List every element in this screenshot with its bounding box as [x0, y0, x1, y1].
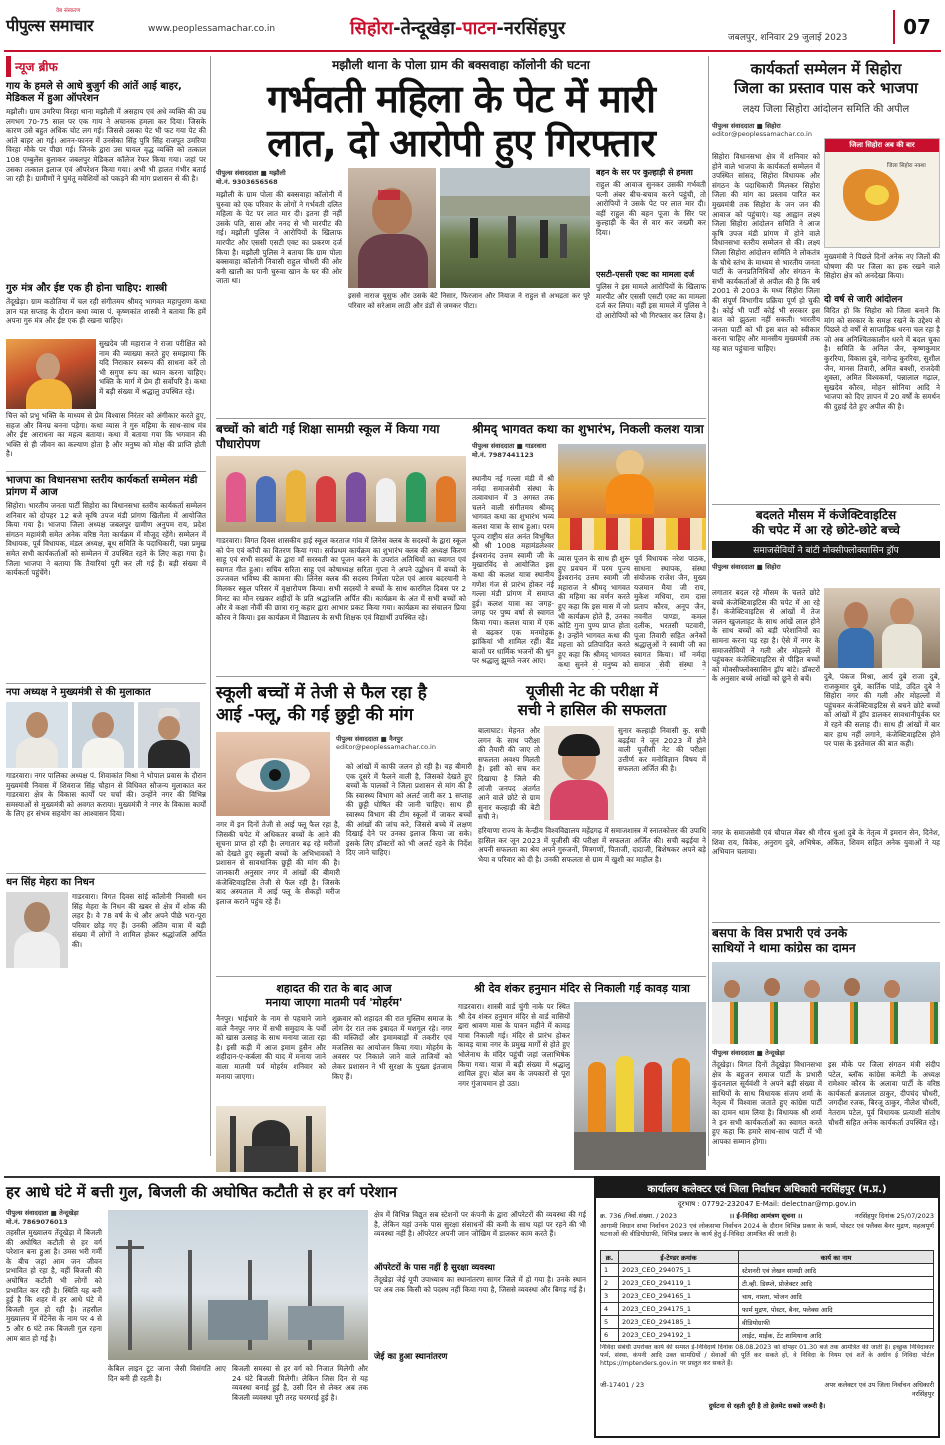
conjunctivitis-title-1[interactable]: बदलते मौसम में कंजेक्टिवाइटिस [755, 508, 897, 522]
lead-kicker: मझौली थाना के पोला ग्राम की बक्सवाहा कॉलोनी की घटना [332, 58, 590, 72]
ugc-title-1[interactable]: यूजीसी नेट की परीक्षा में [525, 682, 659, 700]
brief-story-2-body: तेंदूखेड़ा। ग्राम कठौतिया में चल रही संगीतमय श्रीमद् भागवत महापुराण कथा ज्ञान यज्ञ सप्ताह के दौरान कथा व्यास पं. कृष्णकांत शास्त्री ने बताया कि हमें अपना गुरु मंत्र और ईष्ट एक ही रखना चाहिए। [6, 297, 206, 326]
power-body-3: बिजली समस्या से हर वर्ग को निजात मिलेगी और 24 घंटे बिजली मिलेगी। लेकिन जिस दिन से यह व्यवस्था बनाई हुई है, उसी दिन से लेकर अब तक बिजली व्यवस्था पूरी तरह चरमराई हुई है। [232, 1364, 368, 1402]
flu-byline [336, 734, 472, 751]
conjunctivitis-title-2[interactable]: की चपेट में आ रहे छोटे-छोटे बच्चे [752, 523, 900, 537]
divider [712, 504, 940, 505]
sihora-title-line1[interactable]: कार्यकर्ता सम्मेलन में सिहोरा [750, 60, 902, 78]
section-narsinghpur: नरसिंहपुर [503, 18, 566, 39]
obituary-photo [6, 892, 68, 968]
tender-intro: आगामी विधान सभा निर्वाचन 2023 एवं लोकसभा निर्वाचन 2024 के दौरान विभिन्न प्रकार के फार्म, पोस्टर एवं फ्लैक्स बैनर मुद्रण, महत्वपूर्ण घटनाओं की वीडियोग्राफी, विभिन्न प्रकार के कार्य हेतु ई-निविदा आमंत्रित की जाती है। [600, 1222, 934, 1238]
tender-notice [594, 1176, 940, 1438]
tender-row-work: स्टेशनरी एवं लेखन सामग्री आदि [739, 1264, 934, 1277]
bhagwat-body-2: व्यास पूजन के साथ ही शुरू हुए प्रवचन में परम पूज्य ईश्वरानंद उत्तम स्वामी जी महाराज ने श्रीमद् भागवत की महिमा का वर्णन करते हुए कहा कि इस मास में जो भी कार्यक्रम होते हैं, उनका कोटि गुना पुण्य प्राप्त होता है। उन्होंने भागवत कथा की महत्ता को प्रतिपादित करते हुए कहा कि श्रीमद् भागवत कथा सुनने से मनुष्य को [558, 554, 630, 669]
header-divider [4, 50, 941, 52]
table-row[interactable] [601, 1316, 934, 1329]
power-body-4: क्षेत्र में विभिन्न विद्युत सब स्टेशनों पर कंपनी के द्वारा ऑपरेटरों की व्यवस्था की गई है, लेकिन यहां उनके पास सुरक्षा संसाधनों की कमी के साथ यहां पर रहने की भी व्यवस्था नहीं है। ऑपरेटर अपनी जान जोखिम में डालकर काम करते हैं। [374, 1210, 586, 1239]
ugc-body-2: सुनार कल्हाड़ी निवासी कु. सची बढ़ईया ने जून 2023 में होने वाली यूजीसी नेट की परीक्षा उत्तीर्ण कर मनोविज्ञान विषय में सफलता अर्जित की है। [618, 726, 706, 774]
ugc-story [478, 682, 706, 972]
brief-story-1-title[interactable]: गाय के हमले से आधे बुजुर्ग की आंतें आई बाहर, मेडिकल में हुआ ऑपरेशन [6, 81, 182, 104]
sihora-body: सिहोरा विधानसभा क्षेत्र में शनिवार को होने वाले भाजपा के कार्यकर्ता सम्मेलन में उपस्थित सांसद, सिहोरा विधायक और संगठन के पदाधिकारी मिलकर सिहोरा जिला की मांग का प्रस्ताव पारित कर मुख्यमंत्री तक सिहोरा के जन जन की आवाज को पहुंचाएं। यह आह्वान लक्ष्य जिला सिहोरा आंदोलन समिति ने आज कृषि उपज मंडी प्रांगण में होने वाले विधानसभा स्तरीय सम्मेलन से की। लक्ष्य जिला सिहोरा आंदोलन समिति ने लोकतंत्र के चौथे स्तंभ के माध्यम से भारतीय जनता पार्टी के जनप्रतिनिधियों और संगठन के सभी कार्यकर्ताओं से अपील की है कि वर्ष 2001 से 2003 के मध्य सिहोरा जिला की संपूर्ण विभागीय प्रक्रिया पूर्ण हो चुकी है। कोई भी पार्टी कोई भी सरकार इस बात को झुठला नहीं सकती। भारतीय जनता पार्टी को भी इस बात को स्वीकार करना चाहिए और मानसीय मुख्यमंत्री तक यह बात पहुंचाना चाहिए। [712, 152, 820, 353]
tender-col-no: क्र. [601, 1251, 619, 1264]
sihora-map-title: जिला सिहोरा अब की बार [825, 139, 939, 152]
chief-minister-photo [72, 702, 134, 768]
power-subhead-2: जेई का हुआ स्थानांतरण [374, 1352, 448, 1362]
sihora-email[interactable]: editor@peoplessamachar.co.in [712, 130, 812, 138]
sihora-title-line2[interactable]: जिला का प्रस्ताव पास करे भाजपा [734, 79, 918, 97]
bsp-body: तेंदूखेड़ा। विगत दिनों तेंदूखेड़ा विधानसभा क्षेत्र के बहुजन समाज पार्टी के प्रभारी कुंदनलाल सूर्यवंशी ने अपने बड़ी संख्या में साथियों के साथ विधायक संजय शर्मा के नेतृत्व में विश्वास जताते हुए कांग्रेस पार्टी का दामन थाम लिया है। विधायक श्री शर्मा ने इन सभी कार्यकर्ताओं का स्वागत करते हुए कहा कि हमारे साथ-साथ पार्टी में भी आपका सम्मान होगा। [712, 1060, 822, 1146]
brief-story-3-title[interactable]: भाजपा का विधानसभा स्तरीय कार्यकर्ता सम्मेलन मंडी प्रांगण में आज [6, 471, 206, 499]
table-row[interactable] [601, 1303, 934, 1316]
lead-photo-scene [440, 168, 590, 288]
divider [4, 1176, 594, 1178]
kawad-story [458, 982, 706, 1172]
tender-row-work: वीडियोग्राफी [739, 1316, 934, 1329]
tender-row-no: 2 [601, 1277, 619, 1290]
ugc-student-photo [544, 726, 614, 820]
sihora-subhead: दो वर्ष से जारी आंदोलन [824, 295, 903, 305]
tender-row-id: 2023_CEO_294075_1 [619, 1264, 739, 1277]
bsp-title-2[interactable]: साथियों ने थामा कांग्रेस का दामन [712, 941, 856, 955]
flu-title-2[interactable]: आई -फ्लू, की गई छुट्टी की मांग [216, 705, 414, 725]
lead-story [216, 56, 706, 416]
bsp-group-photo [712, 962, 940, 1044]
flu-email[interactable]: editor@peoplessamachar.co.in [336, 743, 436, 751]
tender-footer: निविदा संबंधी उपरोक्त कार्य की समस्त ई-निविदायें दिनांक 08.08.2023 को दोपहर 01.30 बजे तक आमंत्रित की जाती है। इच्छुक निविदाकार फर्म, संस्था, कंपनी आदि उक्त सामग्रियों / सेवाओं की पूर्ति कर सकते हों, वे निविदा के नियम एवं शर्तें के अधीन ई निविदा पोर्टल https://mptenders.gov.in पर प्रस्तुत कर सकते हैं। [600, 1344, 934, 1367]
flu-story [216, 682, 472, 972]
power-body-5: तेंदूखेड़ा जेई यूपी उपाध्याय का स्थानांतरण सागर जिले में हो गया है। उनके स्थान पर अब तक किसी को पदस्थ नहीं किया गया है, जिससे व्यवस्था और बिगड़ गई है। [374, 1275, 586, 1294]
tender-row-no: 3 [601, 1290, 619, 1303]
bhagwat-story [472, 422, 706, 672]
conjunctivitis-credit: पीपुल्स संवाददाता ■ सिहोरा [712, 563, 781, 571]
sihora-body-3: विदित हो कि सिहोरा को जिला बनाने कि मांग को सरकार के समक्ष रखने के उद्देश्य से पिछले दो वर्षों से साप्ताहिक धरना चल रहा है जो अब अनिश्चितकालीन धरने में बदल चुका है। समिति के अनिल जैन, कृष्णकुमार कुररिया, विकास दुबे, नागेन्द्र कुररिया, सुशील जैन, मानस तिवारी, अमित बक्शी, राजदेवी शुक्ला, अमित विश्वकर्मा, पन्नालाल गढ़ाल, सुखदेव कौरव, मोहन सोनिया आदि ने भाजपा को दिए ज्ञापन में 20 वर्षों के समर्थन की दुहाई देते हुए अपील की है। [824, 306, 940, 411]
power-story [6, 1182, 586, 1442]
children-photo [216, 456, 466, 532]
tender-code: जी-17401 / 23 [600, 1381, 645, 1389]
muharram-story [216, 982, 452, 1172]
guest-photo [138, 702, 200, 768]
power-subhead-1: ऑपरेटरों के पास नहीं है सुरक्षा व्यवस्था [374, 1263, 495, 1273]
tender-row-work: टी.व्ही. डिस्प्ले, प्रोजेक्टर आदि [739, 1277, 934, 1290]
lead-sidebar-body: राहुल की आवाज सुनकर उसकी गर्भवती पत्नी अंबर बीच-बचाव करने पहुंची, तो आरोपियों ने उसके पेट पर लात मार दी। वहीं राहुल की बहन पूजा के सिर पर कुल्हाड़ी के बेंत से वार कर जख्मी कर दिया। [596, 180, 706, 237]
power-substation-photo [108, 1210, 368, 1360]
bhagwat-photo [558, 444, 706, 550]
conjunctivitis-subtitle: समाजसेवियों ने बांटी मोक्सीफ्लोक्सासिन ड्रॉप [712, 541, 940, 558]
divider [712, 922, 940, 923]
power-mobile: मो.नं. 7869076013 [6, 1218, 68, 1226]
flu-title-1[interactable]: स्कूली बच्चों में तेजी से फैल रहा है [216, 683, 427, 703]
flu-body-2: को आंखों में काफी जलन हो रही है। वह बीमारी एक दूसरे में फैलने वाली है, जिसको देखते हुए बच्चों के पालकों ने जिला प्रशासन से मांग की है कि स्वास्थ्य विभाग को अलर्ट जारी कर 1 सप्ताह की छुट्टी घोषित की जानी चाहिए। साथ ही स्वास्थ्य विभाग की टीम स्कूलों में जाकर बच्चों की आंखों की जांच करे, जिससे बच्चे में लक्षण दिखाई देने पर उनका इलाज किया जा सके। इसके लिए डॉक्टरों को भी अलर्ट रहने के निर्देश दिए जाने चाहिए। [346, 762, 472, 858]
conjunctivitis-caption: दुबे, पंकज मिश्रा, आर्य दुबे राजा दुबे, राजकुमार दुबे, कार्तिक पांडे, उदित दुबे ने सिहोरा नगर की गली और मोहल्लों में पहुंचकर कंजेक्टिवाइटिस से बचने छोटे बच्चों को आंखों में ड्रॉप डालकर सावधानीपूर्वक घर में रहने की सलाह दी। साथ ही आंखों में बार बार हाथ नहीं लगाने, कंजेक्टिवाइटिस होने पर पास के इस्तेमाल की बात कही। [824, 672, 940, 749]
children-body: गाडरवारा। विगत दिवस शासकीय हाई स्कूल करताज गांव में लिनेस क्लब के सदस्यों के द्वारा स्कूल को पेन एवं कॉपी का वितरण किया गया। सर्वप्रथम कार्यक्रम का शुभारंभ क्लब की अध्यक्ष किरण साहू एवं सभी सदस्यों के द्वारा माँ सरस्वती का पूजन करने के उपरांत अतिथियों का स्वागत एवं स्वागत गीत हुआ। सचिव सरिता साहू एवं कोषाध्यक्ष सरिता गुप्ता ने अपने उद्बोधन में बच्चों के उज्जवल भविष्य की कामना की। लिनेस क्लब की सदस्य निर्मला पटेल एवं आरव बदरयानी ने मिलकर स्कूल परिसर में वृक्षारोपण किया। सभी सदस्यों ने बच्चों के साथ कारगिल दिवस पर 2 मिनट का मौन रखकर शहीदों के प्रति श्रद्धांजलि अर्पित की। कार्यक्रम के अंत में सभी बच्चों को और वे कक्षा नौवीं की छात्रा रानू कहार द्वारा आभार प्रकट किया गया। कार्यक्रम का संचालन प्रिया कौरव ने किया। इस कार्यक्रम में विद्यालय के सभी शिक्षक एवं विद्यार्थी उपस्थित रहे। [216, 536, 466, 622]
bsp-title-1[interactable]: बसपा के विस प्रभारी एवं उनके [712, 926, 848, 940]
brief-story-4-title[interactable]: नपा अध्यक्ष ने मुख्यमंत्री से की मुलाकात [6, 683, 206, 699]
sihora-story [712, 60, 940, 500]
brand-small-label: वेब संस्करण [56, 8, 81, 14]
brand-logo[interactable] [6, 6, 93, 36]
tender-row-work: लाईट, माईक, टेंट शामियाना आदि [739, 1329, 934, 1342]
brief-story-2-title[interactable]: गुरु मंत्र और ईष्ट एक ही होना चाहिए: शास्त्री [6, 283, 167, 294]
bhagwat-mobile: मो.नं. 7987441123 [472, 451, 534, 459]
tender-sign-2: नरसिंहपुर [911, 1390, 934, 1398]
brand-name: पीपुल्स समाचार [6, 16, 93, 35]
bhagwat-body: स्थानीय नई गल्ला मंडी में श्री नर्मदा समाजसेवी संस्था के तत्वावधान में 3 अगस्त तक चलने वाली संगीतमय श्रीमद् भागवत कथा का शुभारंभ भव्य कलश यात्रा के साथ हुआ। परम पूज्य राष्ट्रीय संत अनंत विभूषित श्री श्री 1008 महामंडलेश्वर ईश्वरानंद उत्तम स्वामी जी के मुखारविंद से आयोजित इस कथा की कलश यात्रा स्थानीय गणेश गंज से प्रारंभ होकर नई गल्ला मंडी प्रांगण में समाप्त हुई। कलश यात्रा का जगह-जगह पर पुष्प वर्षा से स्वागत किया गया। कलश यात्रा में एक से बढ़कर एक मनमोहक झांकियां भी शामिल रहीं। बैंड बाजों पर धार्मिक भजनों की धुन पर श्रद्धालु झूमते नजर आए। [472, 474, 554, 666]
tender-row-work: चाय, नाश्ता, भोजन आदि [739, 1290, 934, 1303]
tender-row-id: 2023_CEO_294185_1 [619, 1316, 739, 1329]
lead-headline-line1[interactable]: गर्भवती महिला के पेट में मारी [267, 77, 655, 121]
tender-row-id: 2023_CEO_294119_1 [619, 1277, 739, 1290]
brief-story-1-body: मझौली। ग्राम उमरिया विरहा थाना मझौली में असहाय एवं अधे व्यक्ति की उम्र लगभग 70-75 साल पर एक गाय ने अचानक हमला कर दिया। जिसके कारण उसे बहुत अधिक चोट लग गई। जिससे उसका पेट भी फट गया पेट की आंते बाहर आ गई। आनन-फानन में उनसेका सिंह पुत्रि सिंह राजपूत उमरिया विरहा मौके पर पीछा गई। जिनके द्वारा उस घायल वृद्ध व्यक्ति को तत्काल 108 एम्बुलेंस बुलाकर जबलपुर मेडिकल कॉलेज रेफर किया गया। जहां पर उसका तत्काल इलाज एवं ऑपरेशन किया गया। अभी भी हालत गंभीर बताई जा रही है। ग्रामीणों ने घुमंतू मवेशियों को पकड़ने की मांग प्रशासन से की है। [6, 107, 206, 184]
website-url[interactable]: www.peoplessamachar.co.in [148, 24, 276, 34]
tender-table [600, 1250, 934, 1342]
tender-title: कार्यालय कलेक्टर एवं जिला निर्वाचन अधिकारी नरसिंहपुर (म.प्र.) [596, 1178, 938, 1198]
president-photo [6, 702, 68, 768]
lead-sidebar-title: बहन के सर पर कुल्हाड़ी से हमला [596, 168, 693, 177]
muharram-body: नैनपुर। भाईचारे के नाम से पहचाने जाने वाले नैनपुर नगर में सभी समुदाय के पर्वों को खास उत्साह के साथ मनाया जाता रहा है। इसी कड़ी में आज इमाम हुसैन और शहीदान-ए-कर्बला की याद में मनाया जाने वाला मातमी पर्व मोहर्रम शनिवार को मनाया जाएगा। [216, 1014, 326, 1081]
power-credit: पीपुल्स संवाददाता ■ तेन्दूखेड़ा [6, 1209, 79, 1217]
lead-sidebar-title-2: एसटी-एससी एक्ट का मामला दर्ज [596, 270, 695, 279]
table-row[interactable] [601, 1329, 934, 1342]
kawad-body: गाडरवारा। शास्त्री वार्ड चुंगी नाके पर स्थित श्री देव शंकर हनुमान मंदिर से वार्ड वासियों द्वारा श्रावण मास के पावन महीने में कावड़ यात्रा निकाली गई। मंदिर से प्रारंभ होकर कावड़ यात्रा नगर के प्रमुख मार्गों से होते हुए भोलेनाथ के मंदिर पहुंची जहां जलाभिषेक किया गया। यात्रा में बड़ी संख्या में श्रद्धालु शामिल हुए। बोल बम के जयकारों से पूरा नगर गुंजायमान हो उठा। [458, 1002, 570, 1088]
sihora-subtitle: लक्ष्य जिला सिहोरा आंदोलन समिति की अपील [742, 104, 910, 115]
power-column-right [374, 1210, 586, 1362]
children-title[interactable]: बच्चों को बांटी गई शिक्षा सामग्री स्कूल में किया गया पौधारोपण [216, 422, 440, 451]
conjunctivitis-body-2: नगर के समाजसेवी एवं चौपाल मेंबर श्री गौरव धुआं दुबे के नेतृत्व में इमरान सेन, दिनेश, शिवा राय, विवेक, अनुराग दुबे, अभिषेक, अंकित, शिवम सहित अनेक युवाओं ने यह अभियान चलाया। [712, 828, 940, 857]
section-separator: - [454, 18, 463, 39]
lead-photo-caption: इससे नाराज यूसुफ और उसके बेटे निसार, फिरजान और नियाज ने राहुल से अभद्रता कर पूरे परिवार को सरेआम लाठी और डंडों से जमकर पीटा। [348, 292, 590, 310]
tender-row-work: फार्म मुद्रण, पोस्टर, बैनर, फ्लेक्स आदि [739, 1303, 934, 1316]
divider [216, 976, 706, 977]
sihora-map-subtitle: जिला सिहोरा नक्शा [887, 163, 926, 169]
tender-phone: दूरभाष : 07792-232047 E-Mail: delectnar@mp.gov.in [677, 1200, 857, 1208]
power-title[interactable]: हर आधे घंटे में बत्ती गुल, बिजली की अघोषित कटौती से हर वर्ग परेशान [6, 1183, 397, 1201]
lead-sidebar-body-2: पुलिस ने इस मामले आरोपियों के खिलाफ मारपीट और एससी एसटी एक्ट का मामला दर्ज कर लिया। वहीं इस मामले में पुलिस ने दो आरोपियों को भी गिरफ्तार कर लिया है। [596, 282, 706, 320]
brief-story-2-body-cont: सुखदेव जी महाराज ने राजा परीक्षित को नाम की व्याख्या करते हुए समझाया कि यदि निराकार स्वरूप की साधना करें तो भी सगुण रूप का ध्यान करना चाहिए। भक्ति के मार्ग में प्रेम ही सर्वोपरि है। कथा में बड़ी संख्या में श्रद्धालु उपस्थित रहे। [99, 339, 206, 396]
masthead [0, 0, 945, 50]
children-story [216, 422, 466, 672]
sihora-credit: पीपुल्स संवाददाता ■ सिहोरा [712, 122, 781, 130]
dateline: जबलपुर, शनिवार 29 जुलाई 2023 [728, 33, 848, 43]
tender-row-id: 2023_CEO_294175_1 [619, 1303, 739, 1316]
bhagwat-title[interactable]: श्रीमद् भागवत कथा का शुभारंभ, निकली कलश यात्रा [472, 422, 704, 436]
brief-story-3-body: सिहोरा। भारतीय जनता पार्टी सिहोरा का विधानसभा स्तरीय कार्यकर्ता सम्मेलन शनिवार को दोपहर 12 बजे कृषि उपज मंडी प्रांगण खितौला में आयोजित किया गया है। भाजपा जिला अध्यक्ष जबलपुर ग्रामीण अनुपम राय, प्रदेश संगठन महामंत्री समेत अनेक वरिष्ठ नेता कार्यक्रम में मौजूद रहेंगे। सम्मेलन में विधायक, पूर्व विधायक, मंडल अध्यक्ष, बूथ समिति के पदाधिकारी, पन्ना प्रमुख समेत सभी कार्यकर्ताओं को सम्मेलन में उपस्थित रहने के लिए कहा गया है। जिला भाजपा ने बताया कि तैयारियां पूरी कर ली गई हैं। बड़ी संख्या में कार्यकर्ता पहुंचेंगे। [6, 501, 206, 578]
table-row[interactable] [601, 1264, 934, 1277]
bsp-body-2: इस मौके पर जिला संगठन मंत्री संदीप पटेल, ब्लॉक कांग्रेस कमेटी के अध्यक्ष रामेश्वर कौरव के अलावा पार्टी के वरिष्ठ कार्यकर्ता ब्रजलाल ठाकुर, दीपचंद चौधरी, जगदीश रजक, बिरजू ठाकुर, नीलेश चौधरी, नेतराम पटेल, पूर्व विधायक प्रत्याशी संतोष चौधरी सहित अनेक कार्यकर्ता उपस्थित रहे। [828, 1060, 940, 1127]
muharram-body-2: शुक्रवार को शहादत की रात मुस्लिम समाज के लोग देर रात तक इबादत में मशगूल रहे। नगर की मस्जिदों और इमामबाड़ों में तकरीर एवं मजलिस का आयोजन किया गया। मोहर्रम के अवसर पर निकाले जाने वाले ताजियों को लेकर प्रशासन ने भी सुरक्षा के पुख्ता इंतजाम किए हैं। [332, 1014, 452, 1081]
conjunctivitis-body: लगातार बदल रहे मौसम के चलते छोटे बच्चे कंजेक्टिवाइटिस की चपेट में आ रहे हैं। कंजेक्टिवाइटिस से आंखों में तेज जलन खुजलाहट के साथ आंखें लाल होने के साथ बच्चों को बड़ी परेशानियों का सामना करना पड़ रहा है। ऐसे में नगर के समाजसेवियों ने गली और मोहल्ले में पहुंचकर कंजेक्टिवाइटिस से पीड़ित बच्चों को मोक्सीफ्लोक्सासिन ड्रॉप बांटे। डॉक्टरों के अनुसार बच्चे आंखों को छूने से बचें। [712, 588, 820, 684]
tender-col-work: कार्य का नाम [739, 1251, 934, 1264]
lead-body-column [216, 168, 342, 408]
brief-story-4-body: गाडरवारा। नगर पालिका अध्यक्ष पं. शिवाकांत मिश्रा ने भोपाल प्रवास के दौरान मुख्यमंत्री निवास में शिवराज सिंह चौहान से विधिवत सौजन्य मुलाकात कर गाडरवारा क्षेत्र के विकास कार्यों पर चर्चा की। उन्होंने नगर की विभिन्न समस्याओं से मुख्यमंत्री को अवगत कराया। मुख्यमंत्री ने नगर के विकास कार्यों के लिए हर संभव सहयोग का आश्वासन दिया। [6, 771, 206, 819]
tender-sign-1: अपर कलेक्टर एवं उप जिला निर्वाचन अधिकारी [824, 1381, 934, 1389]
speaker-photo [6, 339, 96, 409]
tender-notice-label: ।। ई-निविदा आमंत्रण सूचना ।। [729, 1212, 803, 1220]
column-divider-right [708, 56, 709, 1156]
brief-story-5-body: गाडरवारा। विगत दिवस सांई कॉलोनी निवासी धन सिंह मेहरा के निधन की खबर से क्षेत्र में शोक की लहर है। वे 78 वर्ष के थे और अपने पीछे भरा-पूरा परिवार छोड़ गए हैं। उनकी अंतिम यात्रा में बड़ी संख्या में लोगों ने शामिल होकर श्रद्धांजलि अर्पित की। [72, 892, 206, 949]
eye-photo [216, 732, 330, 816]
lead-headline-line2[interactable]: लात, दो आरोपी हुए गिरफ्तार [267, 121, 655, 165]
section-patan: पाटन [462, 18, 497, 39]
power-body: तहसील मुख्यालय तेंदूखेड़ा में बिजली की अघोषित कटौती से हर वर्ग परेशान बना हुआ है। उमस भरी गर्मी के बीच जहां आम जन जीवन प्रभावित हो रहा है, वहीं बिजली की अघोषित कटौती भी लोगों को प्रभावित कर रही है। स्थिति यह बनी हुई है कि शहर में हर आधे घंटे में बिजली गुल हो रही है। तहसील मुख्यालय में मेंटेनेंस के नाम पर 4 से 5 और 6 घंटे तक बिजली गुल रहना आम बात हो गई है। [6, 1228, 102, 1343]
lead-credit: पीपुल्स संवाददाता ■ मझौली [216, 169, 286, 177]
tender-ref: क्र. 736 /निर्वा.संख्या. / 2023 [600, 1212, 678, 1220]
kawad-title[interactable]: श्री देव शंकर हनुमान मंदिर से निकाली गई कावड़ यात्रा [474, 982, 690, 995]
news-brief-label: न्यूज ब्रीफ [6, 56, 62, 77]
bhagwat-body-3: पूर्व विधायक नरेश पाठक, साधना स्थापक, संस्था संयोजक राजेश जैन, मुख्य यजमान मैया जी राय, मुकेश मधिया, राम दास प्रताप कौरव, अनूप जैन, नवनीत पाण्डा, कमल दलीक, भरतसी पटवारी, पूजा तिवारी सहित अनेकों श्रद्धालुओं ने स्वामी जी का स्वागत किया। माँ नर्मदा समाज सेवी संस्था ने [634, 554, 706, 669]
section-title [350, 16, 565, 40]
table-row[interactable] [601, 1290, 934, 1303]
column-divider-left [210, 56, 211, 1156]
brief-story-2-body-more: चित्त को प्रभु भक्ति के माध्यम से प्रेम विश्वास निरंतर को अंगीकार करते हुए, सहज और विनम्र बनना पड़ेगा। कथा व्यास ने गुरु महिमा के साथ-साथ मंत्र और ईष्ट आराधना का महत्व बताया। कथा में बताया गया कि भगवान की भक्ति से ही जीवन का कल्याण होता है और मनुष्य को मोक्ष की प्राप्ति होती है। [6, 411, 206, 459]
lead-photo-injured [348, 168, 436, 288]
table-row[interactable] [601, 1277, 934, 1290]
lead-body: मझौली के ग्राम पोला की बक्सवाहा कॉलोनी में चुरुवा को एक परिवार के लोगों ने गर्भवती दलित महिला के पेट पर लात मार दी। इतना ही नहीं उसके पति, सास और ननद से भी मारपीट की गई। मझौली पुलिस ने आरोपियों के खिलाफ मारपीट और एससी एसटी एक्ट का प्रकरण दर्ज किया है। मझौली पुलिस ने बताया कि ग्राम पोला बक्सवाहा कॉलोनी निवासी राहुल चौधरी की ओर बनी खाली का पानी चुरुवा खान के घर की ओर जाता था। [216, 190, 342, 286]
bhagwat-credit: पीपुल्स संवाददाता ■ गाडरवारा [472, 442, 547, 450]
conjunctivitis-photo [824, 588, 940, 668]
mosque-illustration [216, 1106, 326, 1172]
divider [216, 418, 706, 419]
brief-story-5-title[interactable]: धन सिंह मेहरा का निधन [6, 873, 206, 889]
muharram-title-1[interactable]: शहादत की रात के बाद आज [276, 982, 392, 995]
tender-date: नरसिंहपुर दिनांक 25/07/2023 [854, 1212, 934, 1220]
ugc-title-2[interactable]: सची ने हासिल की सफलता [517, 701, 667, 719]
section-sihora: सिहोरा [350, 18, 394, 39]
section-separator: - [393, 18, 401, 39]
tender-safety-slogan: दुर्घटना से रहती दूरी है तो हेलमेट सबसे जरूरी है। [708, 1402, 826, 1410]
bsp-credit: पीपुल्स संवाददाता ■ तेन्दूखेड़ा [712, 1049, 785, 1057]
tender-row-id: 2023_CEO_294192_1 [619, 1329, 739, 1342]
tender-row-no: 1 [601, 1264, 619, 1277]
page-number: 07 [893, 10, 939, 44]
kawad-photo [574, 1002, 706, 1170]
flu-body: नगर में इन दिनों तेजी से आई फ्लू फैल रहा है, जिसकी चपेट में अधिकतर बच्चों के आने की सूचना प्राप्त हो रही है। लगातार बढ़ रहे मरीजों को देखते हुए स्कूली बच्चों के अभिभावकों ने प्रशासन से सावधानिक छुट्टी की मांग की है। जानकारी अनुसार नगर में आंखों की बीमारी कंजेक्टिवाइटिस तेजी से फैल रही है। जिसके बाद अस्पताल में आई फ्लू के सैकड़ों मरीज इलाज कराने पहुंच रहे हैं। [216, 820, 340, 906]
flu-credit: पीपुल्स संवाददाता ■ नैनपुर [336, 735, 403, 743]
tender-row-id: 2023_CEO_294165_1 [619, 1290, 739, 1303]
lead-sidebar [596, 168, 706, 368]
lead-mobile: मो.नं. 9303656568 [216, 178, 278, 186]
section-tendukheda: तेन्दूखेड़ा [400, 18, 455, 39]
ugc-body-3: हरियाणा राज्य के केन्द्रीय विश्वविद्यालय महेंद्रगढ़ में समाजशास्त्र में स्नातकोत्तर की उपाधि हासिल कर जून 2023 में यूजीसी की परीक्षा में सफलता अर्जित की। सची बढ़ईया ने अपनी सफलता का श्रेय अपने गुरुजनों, मित्रगणों, पिताजी, दादाजी, बिशेषकर अपने बड़े भैया व परिवार को दी है। उनकी सफलता से ग्राम में खुशी का माहौल है। [478, 826, 706, 864]
ugc-body: बालाघाट। मेहनत और लगन के साथ परीक्षा की तैयारी की जाए तो सफलता अवश्य मिलती है। इसी को सच कर दिखाया है जिले की लांजी जनपद अंतर्गत आने वाले छोटे से ग्राम सुनार कल्हाड़ी की बेटी सची ने। [478, 726, 540, 822]
section-separator: - [496, 18, 504, 39]
tender-row-no: 5 [601, 1316, 619, 1329]
tender-row-no: 4 [601, 1303, 619, 1316]
bsp-story [712, 926, 940, 1166]
sihora-body-2: मुख्यमंत्री ने पिछले दिनों अनेक नए जिलों की घोषणा की पर जिला का हक रखने वाले सिहोरा क्षेत्र को अनदेखा किया। [824, 252, 940, 281]
tender-col-id: ई-टेण्डर क्रमांक [619, 1251, 739, 1264]
divider [216, 676, 706, 677]
sihora-map-graphic [824, 138, 940, 248]
conjunctivitis-story [712, 508, 940, 918]
tender-row-no: 6 [601, 1329, 619, 1342]
muharram-title-2[interactable]: मनाया जाएगा मातमी पर्व 'मोहर्रम' [265, 996, 403, 1009]
power-body-2: केबिल लाइन टूट जाना जैसी विसंगति आए दिन बनी ही रहती है। [108, 1364, 226, 1383]
